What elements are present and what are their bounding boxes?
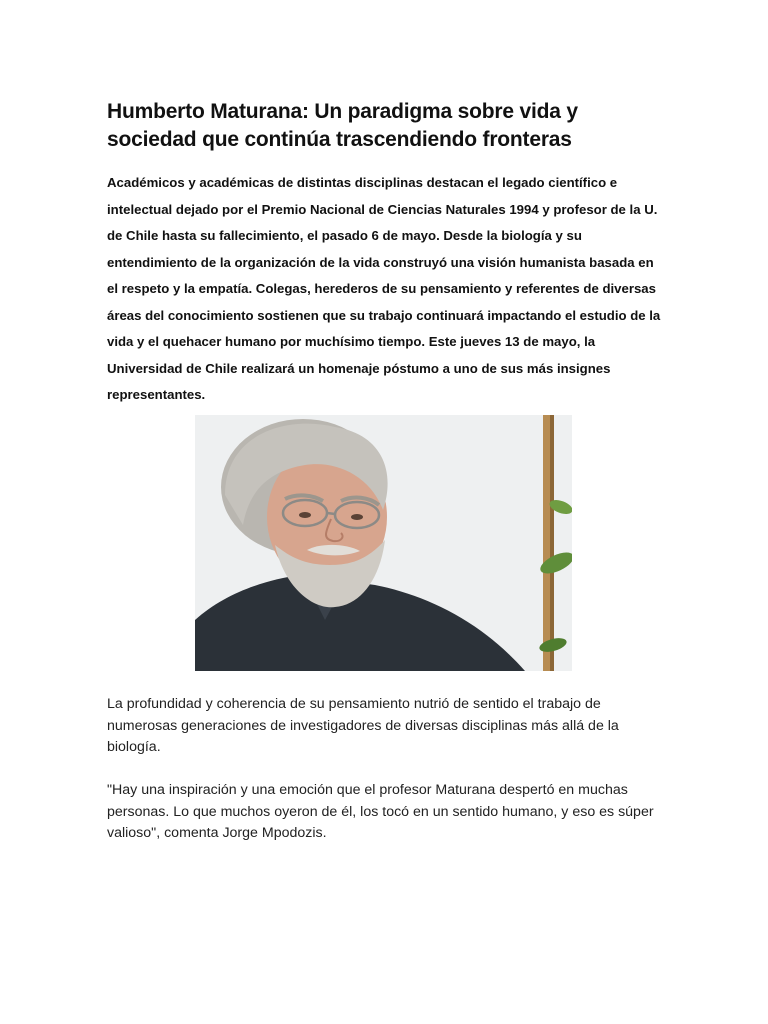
article-lead: Académicos y académicas de distintas disciplinas destacan el legado científico e intelectual dejado por el Premio Nacional de Ciencias Naturales 1994 y profesor de la U. de Chile hasta su fallecimiento, el pasado 6 de mayo. Desde la biología y su entendimiento de la organización de la vida construyó una visión humanista basada en el respeto y la empatía. Colegas, herederos de su pensamiento y referentes de diversas áreas del conocimiento sostienen que su trabajo continuará impactando el estudio de la vida y el quehacer humano por muchísimo tiempo. Este jueves 13 de mayo, la Universidad de Chile realizará un homenaje póstumo a uno de sus más insignes representantes. (107, 175, 661, 402)
article-paragraph-2: "Hay una inspiración y una emoción que el profesor Maturana despertó en muchas personas. Lo que muchos oyeron de él, los tocó en un sentido humano, y eso es súper valioso", comenta Jorge Mpodozis. (107, 782, 654, 841)
plant-stem (543, 415, 550, 671)
article (107, 98, 663, 409)
article-title: Humberto Maturana: Un paradigma sobre vida y sociedad que continúa trascendiendo fronteras (107, 100, 578, 151)
article-photo (195, 415, 572, 671)
article-paragraph-1: La profundidad y coherencia de su pensamiento nutrió de sentido el trabajo de numerosas generaciones de investigadores de diversas disciplinas más allá de la biología. (107, 696, 619, 755)
portrait-illustration (195, 415, 572, 671)
